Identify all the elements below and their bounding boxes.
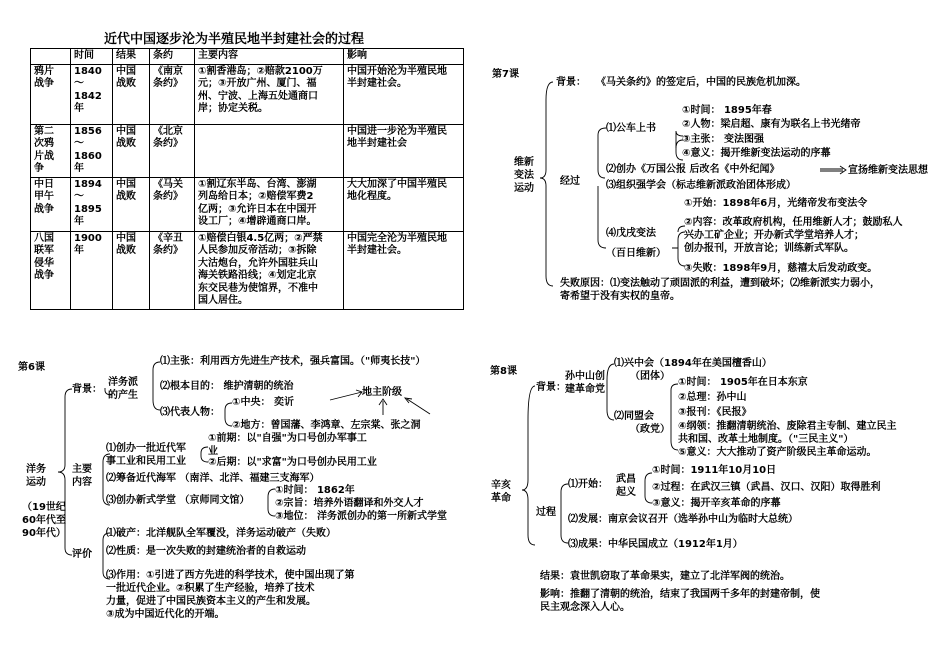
tm-time: ①时间： 1905年在日本东京	[678, 377, 808, 388]
impact-cell: 中国完全沦为半殖民地 半封建社会。	[344, 231, 464, 309]
lesson8-sun: 孙中山创 建革命党	[565, 371, 605, 395]
lesson6-purpose: ⑵根本目的： 维护清朝的统治	[160, 381, 294, 392]
table-row	[31, 124, 464, 177]
tongmeng-sub: （政党）	[630, 424, 670, 435]
wuchang-uprising: 武昌 起义	[616, 474, 636, 498]
lesson6-item1-late: ②后期：以"求富"为口号创办民用工业	[208, 457, 377, 468]
table-row	[31, 177, 464, 231]
gongche-meaning: ④意义：揭开维新变法运动的序幕	[682, 148, 831, 159]
lesson7-background-label: 背景：	[556, 77, 586, 88]
lesson6-local: ②地方：曾国藩、李鸿章、左宗棠、张之洞	[232, 420, 421, 431]
table-row	[31, 231, 464, 309]
lesson8-background-label: 背景：	[536, 382, 566, 393]
lesson6-eval3: ⑶作用：①引进了西方先进的科学技术，使中国出现了第 一批近代企业。②积累了生产经验，培养了技术 力量，促进了中国民族资本主义的产生和发展。 ③成为中国近代化的开端。	[106, 570, 355, 620]
time-cell: 1894 ～ 1895 年	[71, 177, 113, 231]
table-header: 时间	[71, 49, 113, 65]
school-time: ①时间： 1862年	[275, 485, 355, 496]
lesson6-eval-label: 评价	[72, 549, 92, 560]
content-cell: ①割辽东半岛、台湾、澎湖 列岛给日本；②赔偿军费2 亿两；③允许日本在中国开 设工厂；④增辟通商口岸。	[195, 177, 344, 231]
lesson6-background-label: 背景：	[72, 384, 102, 395]
lesson6-topic: 洋务 运动	[26, 464, 46, 488]
gongche-time: ①时间： 1895年春	[682, 105, 772, 116]
content-cell: ①割香港岛；②赔款2100万 元；③开放广州、厦门、福 州、宁波、上海五处通商口 岸；协定关税。	[195, 64, 344, 124]
gongche-claim: ③主张： 变法图强	[682, 134, 764, 145]
history-table	[30, 48, 464, 310]
war-cell: 中日 甲午 战争	[31, 177, 71, 231]
wuxu-fail: ③失败：1898年9月，慈禧太后发动政变。	[684, 263, 878, 274]
impact-cell: 中国进一步沦为半殖民 地半封建社会	[344, 124, 464, 177]
table-row	[31, 64, 464, 124]
lesson6-item3: ⑶创办新式学堂 （京师同文馆）	[106, 495, 250, 506]
result-cell: 中国 战败	[113, 177, 150, 231]
tongmeng-item: ⑵同盟会	[614, 411, 654, 422]
lesson8-outcome: 结果：袁世凯窃取了革命果实，建立了北洋军阀的统治。	[540, 571, 790, 582]
lesson8-heading: 第8课	[490, 366, 517, 377]
lesson7-item2: ⑵创办《万国公报 后改名《中外纪闻》	[606, 164, 780, 175]
lesson6-item1: ⑴创办一批近代军 事工业和民用工业	[106, 443, 186, 467]
ws-time: ①时间：1911年10月10日	[652, 465, 777, 476]
impact-cell: 中国开始沦为半殖民地 半封建社会。	[344, 64, 464, 124]
xingzhong-item: ⑴兴中会（1894年在美国檀香山）	[614, 358, 772, 369]
lesson6-eval1: ⑴破产：北洋舰队全军覆没，洋务运动破产（失败）	[106, 528, 336, 539]
impact-cell: 大大加深了中国半殖民 地化程度。	[344, 177, 464, 231]
time-cell: 1856 ～ 1860 年	[71, 124, 113, 177]
lesson8-topic: 辛亥 革命	[491, 480, 511, 504]
lesson6-item2: ⑵筹备近代海军 （南洋、北洋、福建三支海军）	[106, 473, 320, 484]
treaty-cell: 《马关 条约》	[150, 177, 195, 231]
lesson6-central: ①中央： 奕䜣	[232, 397, 294, 408]
table-header-row	[31, 49, 464, 65]
war-cell: 鸦片 战争	[31, 64, 71, 124]
gongche-item: ⑴公车上书	[606, 123, 656, 134]
school-aim: ②宗旨：培养外语翻译和外交人才	[275, 498, 424, 509]
wuxu-content: ②内容：改革政府机构，任用维新人才；鼓励私人 兴办工矿企业；开办新式学堂培养人才； 创办报刊，开放言论；训练新式军队。	[684, 217, 903, 254]
lesson8-result-item: ⑶成果：中华民国成立（1912年1月）	[568, 539, 743, 550]
lesson8-impact: 影响：推翻了清朝的统治，结束了我国两千多年的封建帝制，使 民主观念深入人心。	[540, 589, 820, 613]
ws-meaning: ③意义：揭开辛亥革命的序幕	[652, 498, 781, 509]
lesson6-item1-early: ①前期：以"自强"为口号创办军事工 业	[208, 433, 367, 457]
time-cell: 1900 年	[71, 231, 113, 309]
lesson7-item2-result: 宣扬维新变法思想	[848, 165, 928, 176]
lesson6-origin: 洋务派 的产生	[108, 377, 138, 401]
tm-paper: ③报刊：《民报》	[678, 407, 752, 418]
wuxu-start: ①开始：1898年6月，光绪帝发布变法令	[684, 198, 868, 209]
table-title: 近代中国逐步沦为半殖民地半封建社会的过程	[104, 32, 365, 47]
lesson7-process-label: 经过	[560, 176, 580, 187]
result-cell: 中国 战败	[113, 231, 150, 309]
lesson6-heading: 第6课	[18, 362, 45, 373]
tm-leader: ②总理：孙中山	[678, 392, 747, 403]
lesson8-start: ⑴开始：	[568, 479, 608, 490]
result-cell: 中国 战败	[113, 124, 150, 177]
treaty-cell: 《辛丑 条约》	[150, 231, 195, 309]
content-cell	[195, 124, 344, 177]
table-header: 主要内容	[195, 49, 344, 65]
lesson7-background-text: 《马关条约》的签定后，中国的民族危机加深。	[596, 77, 806, 88]
tm-meaning: ⑤意义：大大推动了资产阶级民主革命运动。	[678, 447, 877, 458]
treaty-cell: 《南京 条约》	[150, 64, 195, 124]
lesson7-item3: ⑶组织强学会（标志维新派政治团体形成）	[606, 180, 796, 191]
landlord-class: 地主阶级	[362, 387, 402, 398]
ws-process: ②过程：在武汉三镇（武昌、汉口、汉阳）取得胜利	[652, 482, 881, 493]
table-header: 结果	[113, 49, 150, 65]
school-status: ③地位： 洋务派创办的第一所新式学堂	[275, 511, 447, 522]
xingzhong-sub: （团体）	[630, 371, 670, 382]
lesson6-figures-label: ⑶代表人物：	[160, 407, 220, 418]
lesson7-heading: 第7课	[492, 69, 519, 80]
lesson6-period: （19世纪 60年代至 90年代）	[22, 502, 66, 539]
lesson6-content-label: 主要 内容	[72, 464, 92, 488]
time-cell: 1840 ～ 1842 年	[71, 64, 113, 124]
lesson7-topic: 维新 变法 运动	[514, 157, 534, 194]
lesson8-process-label: 过程	[536, 507, 556, 518]
lesson6-eval2: ⑵性质：是一次失败的封建统治者的自救运动	[106, 546, 306, 557]
war-cell: 八国 联军 侵华 战争	[31, 231, 71, 309]
wuxu-sub: （百日维新）	[606, 248, 666, 259]
table-header	[31, 49, 71, 65]
tm-program: ④纲领：推翻清朝统治、废除君主专制、建立民主 共和国、改革土地制度。（"三民主义"）	[678, 421, 897, 445]
table-header: 影响	[344, 49, 464, 65]
lesson6-claim: ⑴主张：利用西方先进生产技术，强兵富国。（"师夷长技"）	[160, 356, 426, 367]
lesson7-failure: 失败原因：⑴变法触动了顽固派的利益，遭到破坏；⑵维新派实力弱小， 寄希望于没有实权的皇帝。	[560, 278, 880, 302]
lesson8-develop: ⑵发展：南京会议召开（选举孙中山为临时大总统）	[568, 514, 798, 525]
war-cell: 第二 次鸦 片战 争	[31, 124, 71, 177]
result-cell: 中国 战败	[113, 64, 150, 124]
content-cell: ①赔偿白银4.5亿两；②严禁 人民参加反帝活动；③拆除 大沽炮台，允许外国驻兵山 海关铁路沿线；④划定北京 东交民巷为使馆界，不准中 国人居住。	[195, 231, 344, 309]
wuxu-item: ⑷戊戌变法	[606, 228, 656, 239]
gongche-people: ②人物：梁启超、康有为联名上书光绪帝	[682, 119, 861, 130]
treaty-cell: 《北京 条约》	[150, 124, 195, 177]
table-header: 条约	[150, 49, 195, 65]
